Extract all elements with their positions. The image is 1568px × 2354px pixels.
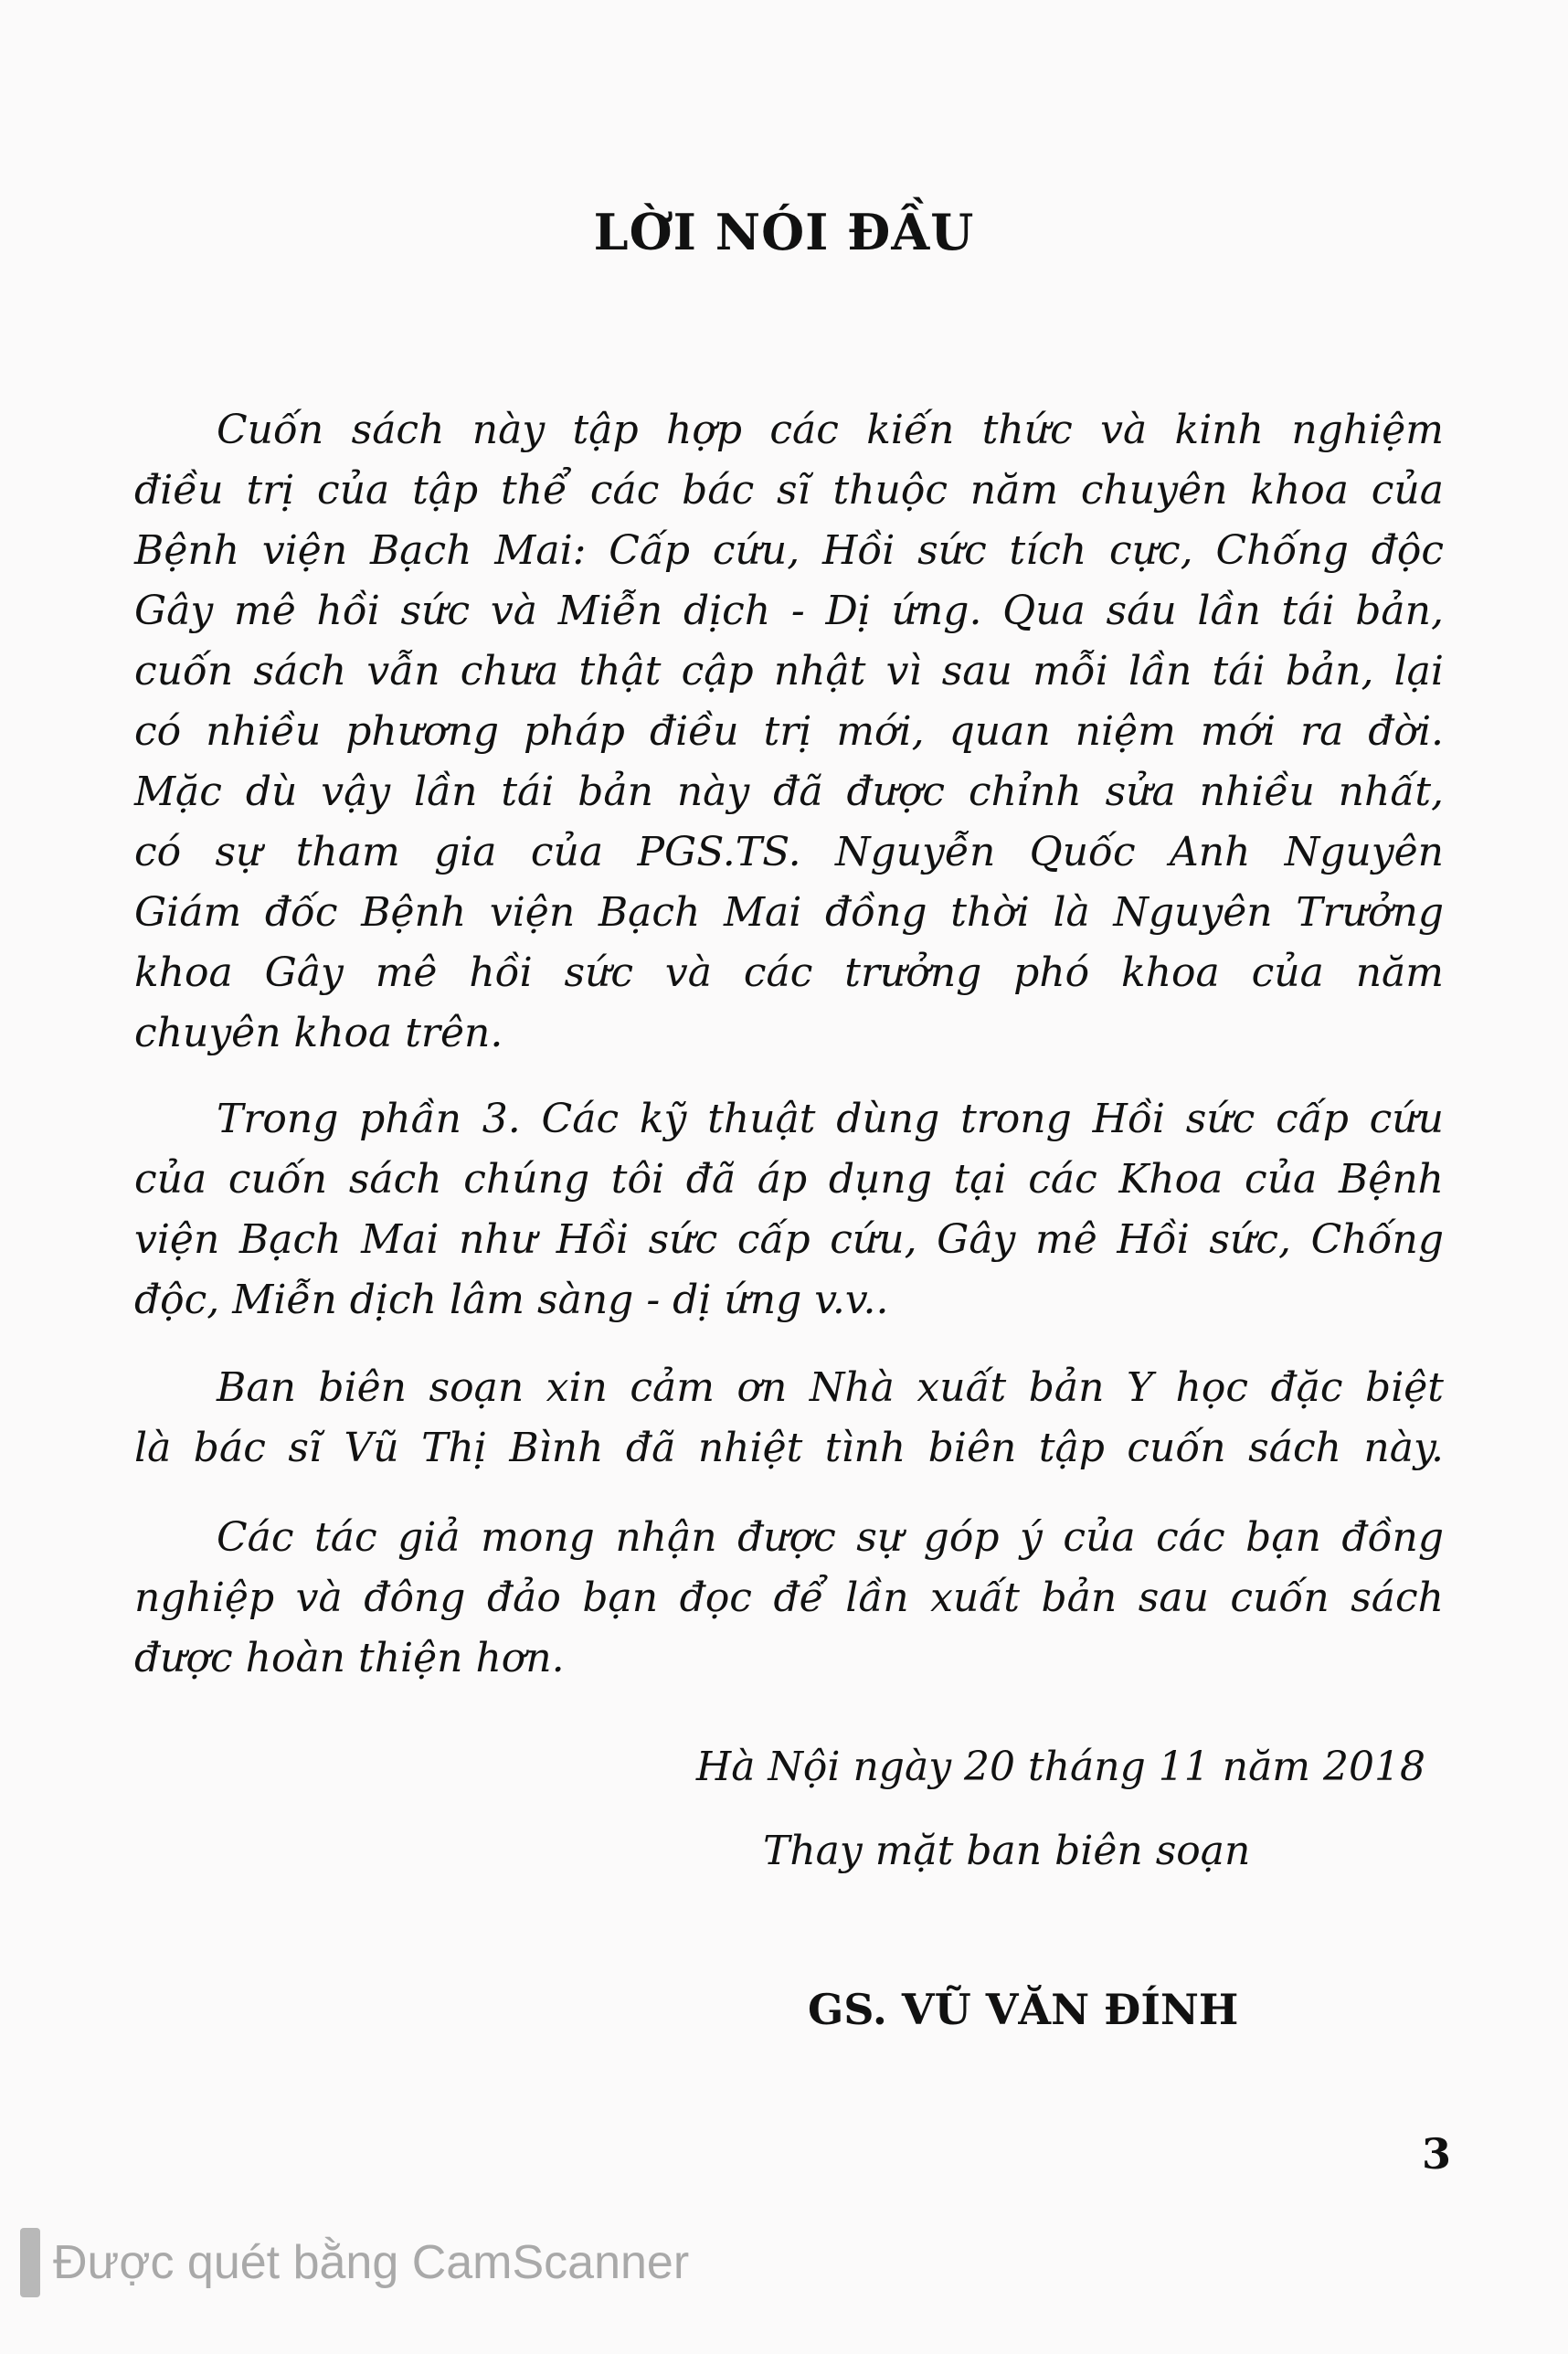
text-line: chuyên khoa trên.: [134, 1010, 503, 1056]
text-line: của cuốn sách chúng tôi đã áp dụng tại các Khoa của Bệnh: [134, 1156, 1444, 1203]
text-line: độc, Miễn dịch lâm sàng - dị ứng v.v..: [134, 1277, 889, 1323]
text-line: có sự tham gia của PGS.TS. Nguyễn Quốc Anh Nguyên: [134, 829, 1444, 875]
text-line: cuốn sách vẫn chưa thật cập nhật vì sau mỗi lần tái bản, lại: [134, 648, 1444, 695]
camscanner-watermark: [20, 2228, 689, 2297]
text-line: Trong phần 3. Các kỹ thuật dùng trong Hồi sức cấp cứu: [217, 1096, 1444, 1142]
paragraph-4: [134, 1508, 1444, 1689]
paragraph-3: [134, 1358, 1444, 1479]
author-name: GS. VŨ VĂN ĐÍNH: [808, 1985, 1239, 2034]
camscanner-logo-icon: [20, 2228, 40, 2297]
text-line: viện Bạch Mai như Hồi sức cấp cứu, Gây mê Hồi sức, Chống: [134, 1216, 1444, 1263]
text-line: khoa Gây mê hồi sức và các trưởng phó khoa của năm: [134, 949, 1444, 996]
text-line: được hoàn thiện hơn.: [134, 1635, 565, 1681]
text-line: Mặc dù vậy lần tái bản này đã được chỉnh sửa nhiều nhất,: [134, 769, 1444, 815]
text-line: Bệnh viện Bạch Mai: Cấp cứu, Hồi sức tích cực, Chống độc: [134, 527, 1444, 574]
text-line: Cuốn sách này tập hợp các kiến thức và kinh nghiệm: [217, 407, 1444, 453]
text-line: là bác sĩ Vũ Thị Bình đã nhiệt tình biên tập cuốn sách này.: [134, 1425, 1444, 1471]
text-line: Các tác giả mong nhận được sự góp ý của các bạn đồng: [217, 1514, 1444, 1561]
watermark-text: Được quét bằng CamScanner: [53, 2236, 690, 2289]
paragraph-2: [134, 1089, 1444, 1331]
closing-date: Hà Nội ngày 20 tháng 11 năm 2018: [695, 1744, 1425, 1790]
text-line: Giám đốc Bệnh viện Bạch Mai đồng thời là Nguyên Trưởng: [134, 889, 1444, 936]
page-title: LỜI NÓI ĐẦU: [593, 203, 975, 261]
page-number: 3: [1422, 2129, 1452, 2179]
text-line: điều trị của tập thể các bác sĩ thuộc năm chuyên khoa của: [134, 467, 1444, 514]
paragraph-1: [134, 400, 1444, 1064]
text-line: nghiệp và đông đảo bạn đọc để lần xuất bản sau cuốn sách: [134, 1575, 1444, 1621]
text-line: có nhiều phương pháp điều trị mới, quan niệm mới ra đời.: [134, 708, 1444, 755]
text-line: Gây mê hồi sức và Miễn dịch - Dị ứng. Qua sáu lần tái bản,: [134, 588, 1444, 634]
closing-role: Thay mặt ban biên soạn: [763, 1828, 1251, 1874]
text-line: Ban biên soạn xin cảm ơn Nhà xuất bản Y học đặc biệt: [217, 1364, 1444, 1411]
